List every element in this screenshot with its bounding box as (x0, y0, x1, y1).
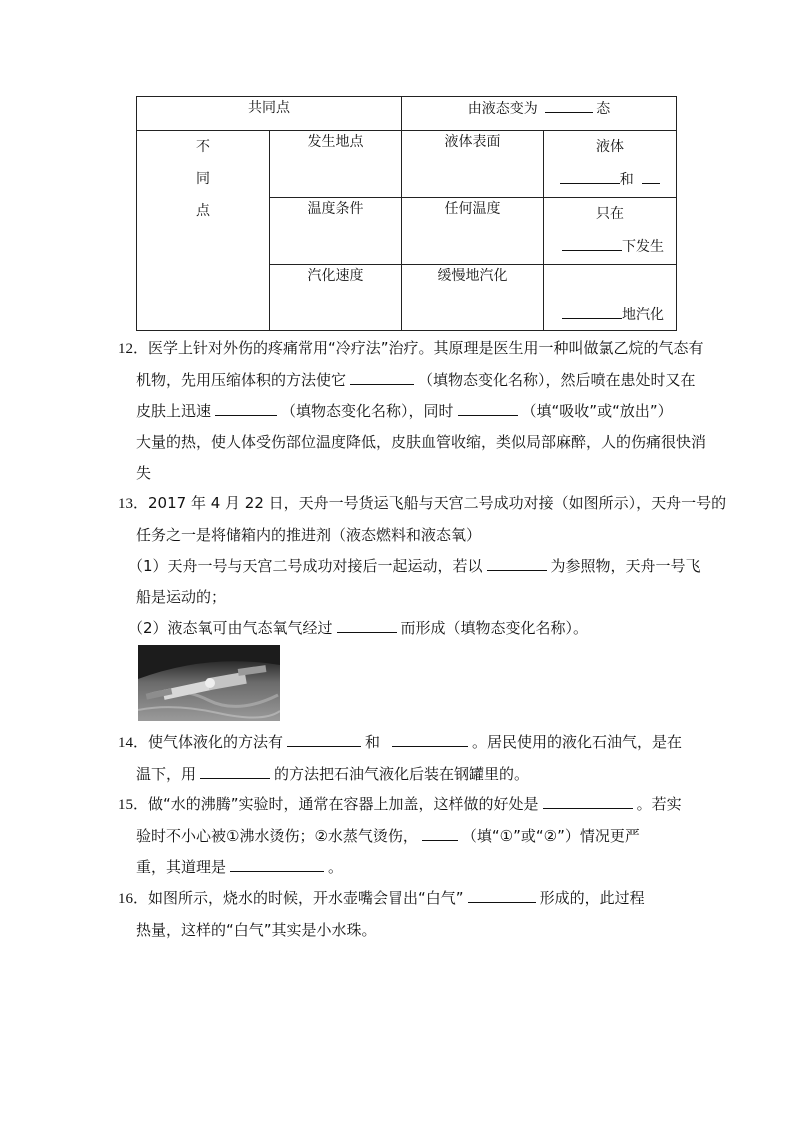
q15-line (118, 852, 678, 883)
boil-temperature (544, 198, 677, 265)
q15-line (118, 789, 682, 821)
aspect-location: 发生地点 (270, 131, 402, 198)
blank (562, 235, 622, 251)
q13-part-1 (118, 551, 701, 582)
q16-text: 形成的，此过程 (539, 889, 645, 907)
q14-text: 使气体液化的方法有 (148, 733, 284, 751)
q13-text: （1）天舟一号与天宫二号成功对接后一起运动，若以 (128, 557, 483, 575)
boil-speed (544, 265, 677, 331)
evap-temperature: 任何温度 (402, 198, 544, 265)
answer-blank[interactable] (458, 397, 518, 416)
question-number: 15． (118, 797, 149, 813)
q14-line (118, 759, 678, 790)
q12-text: 医学上针对外伤的疼痛常用“冷疗法”治疗。其原理是医生用一种叫做氯乙烷的气态有 (148, 339, 704, 357)
boil-speed-bottom (544, 303, 676, 330)
q12-text: （填“吸收”或“放出”） (521, 402, 673, 420)
q15-text: 。若实 (636, 795, 682, 813)
answer-blank[interactable] (487, 552, 547, 571)
question-number: 14． (118, 735, 149, 751)
answer-blank[interactable] (200, 760, 270, 779)
answer-blank[interactable] (392, 728, 468, 747)
q16-text: 如图所示，烧水的时候，开水壶嘴会冒出“白气” (148, 889, 464, 907)
q12-text: 皮肤上迅速 (136, 402, 212, 420)
q13-text: 2017 年 4 月 22 日，天舟一号货运飞船与天宫二号成功对接（如图所示），天舟一号的 (148, 494, 727, 512)
blank (562, 303, 622, 319)
answer-blank[interactable] (422, 822, 458, 841)
q12-text: （填物态变化名称），然后喷在患处时又在 (418, 371, 696, 389)
blank (560, 168, 620, 184)
question-15 (118, 789, 682, 883)
row-label-char: 点 (196, 203, 210, 219)
q12-line: 失 (136, 464, 152, 482)
q14-line (118, 727, 683, 759)
row-label-char: 不 (196, 139, 210, 155)
answer-blank[interactable] (337, 614, 397, 633)
evaporation-boiling-table (136, 96, 677, 331)
space-station-image (138, 645, 280, 721)
boil-location-top: 液体 (596, 139, 624, 155)
header-state-change (402, 97, 677, 131)
q14-text: 。居民使用的液化石油气，是在 (472, 733, 683, 751)
q14-text: 温下，用 (136, 765, 197, 783)
q15-text: 重，其道理是 (136, 858, 227, 876)
q14-text: 的方法把石油气液化后装在钢罐里的。 (274, 765, 530, 783)
q13-line: 任务之一是将储箱内的推进剂（液态燃料和液态氧） (136, 526, 482, 544)
blank (642, 168, 660, 184)
boil-location-and: 和 (619, 172, 634, 188)
q15-text: （填“①”或“②”）情况更严 (461, 827, 640, 845)
header-blank (545, 97, 593, 113)
question-13 (118, 488, 727, 644)
answer-blank[interactable] (230, 853, 324, 872)
question-number: 12． (118, 341, 149, 357)
row-label-char: 同 (196, 171, 210, 187)
boil-location (544, 131, 677, 198)
evap-location: 液体表面 (402, 131, 544, 198)
q16-line (118, 883, 678, 915)
q15-text: 验时不小心被①沸水烫伤；②水蒸气烫伤， (136, 827, 418, 845)
row-label-different (137, 131, 270, 331)
boil-temperature-suffix: 下发生 (622, 239, 665, 255)
q12-line (118, 365, 696, 396)
aspect-temperature: 温度条件 (270, 198, 402, 265)
q12-line (118, 333, 704, 365)
q12-line: 大量的热，使人体受伤部位温度降低，皮肤血管收缩，类似局部麻醉，人的伤痛很快消 (136, 433, 707, 451)
question-14 (118, 727, 683, 790)
q12-text: （填物态变化名称），同时 (281, 402, 454, 420)
q14-text: 和 (365, 733, 381, 751)
q13-part-2 (118, 613, 678, 644)
q16-line: 热量，这样的“白气”其实是小水珠。 (136, 921, 377, 939)
q13-line (118, 488, 727, 520)
q15-text: 。 (328, 858, 344, 876)
question-12 (118, 333, 707, 489)
question-number: 13． (118, 496, 149, 512)
q15-text: 做“水的沸腾”实验时，通常在容器上加盖，这样做的好处是 (148, 795, 539, 813)
aspect-speed: 汽化速度 (270, 265, 402, 331)
boil-temperature-bottom (544, 231, 676, 264)
q12-line (118, 396, 678, 427)
answer-blank[interactable] (543, 790, 633, 809)
header-suffix: 态 (596, 101, 611, 117)
evap-speed: 缓慢地汽化 (402, 265, 544, 331)
boil-location-bottom (544, 164, 676, 197)
boil-speed-suffix: 地汽化 (622, 307, 665, 323)
question-number: 16． (118, 891, 149, 907)
space-station-photo (138, 645, 280, 721)
q13-text: 而形成（填物态变化名称）。 (400, 619, 589, 637)
boil-temperature-top: 只在 (596, 206, 624, 222)
q13-line: 船是运动的； (136, 588, 227, 606)
header-common: 共同点 (137, 97, 402, 131)
question-16 (118, 883, 678, 946)
q15-line (118, 821, 678, 852)
answer-blank[interactable] (287, 728, 361, 747)
q13-text: （2）液态氧可由气态氧气经过 (128, 619, 333, 637)
answer-blank[interactable] (468, 884, 536, 903)
answer-blank[interactable] (215, 397, 277, 416)
answer-blank[interactable] (350, 366, 414, 385)
header-prefix: 由液态变为 (467, 101, 538, 117)
q12-text: 机物，先用压缩体积的方法使它 (136, 371, 347, 389)
q13-text: 为参照物，天舟一号飞 (550, 557, 701, 575)
